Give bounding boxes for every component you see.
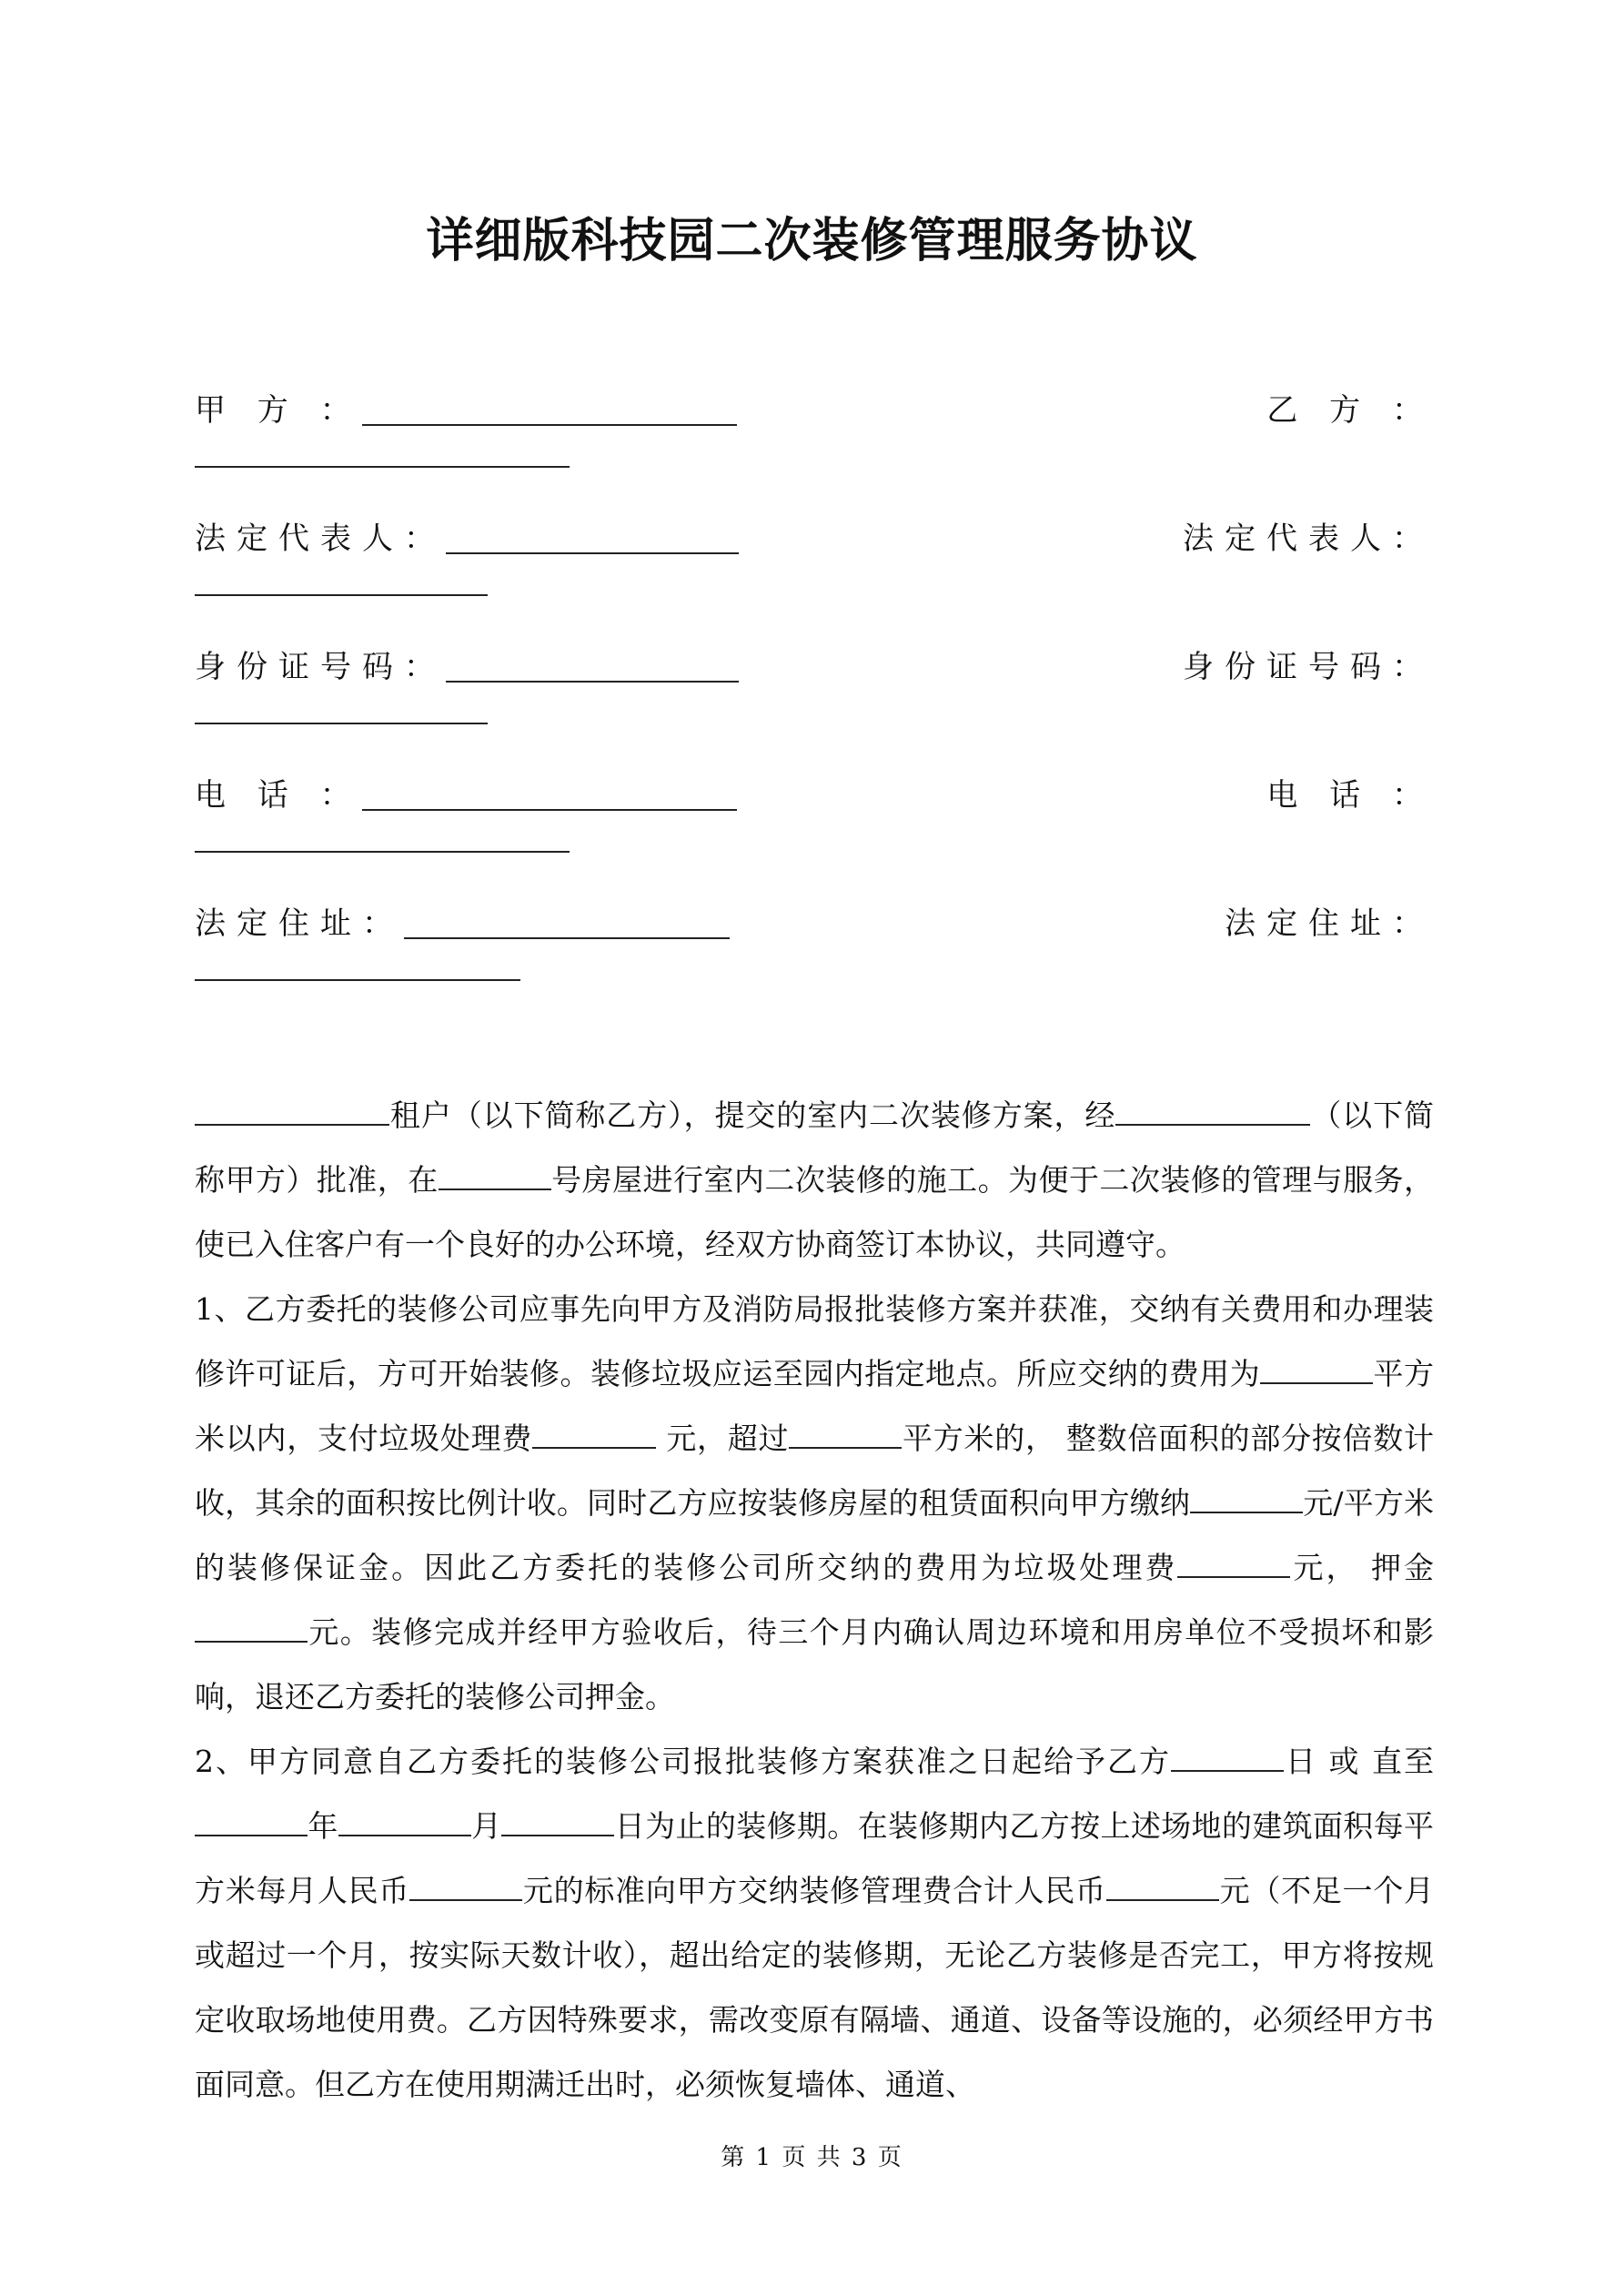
clause-1-text-3: 元，超过 <box>656 1421 790 1456</box>
clause-1-text-4: 平方米的， 整数倍面积的部分按倍数计收，其余的面积按比例计收。同时乙方应按装修房屋的租赁面积向甲方缴纳 <box>195 1421 1434 1521</box>
intro-text-1: 租户（以下简称乙方），提交的室内二次装修方案，经 <box>389 1097 1116 1133</box>
fee-total-blank[interactable] <box>1106 1872 1219 1901</box>
clause-1-text-5: 元/平方米的装修保证金。因此乙方委托的装修公司所交纳的费用为垃圾处理费 <box>195 1485 1435 1585</box>
clause-1-text-2: 平方米以内，支付垃圾处理费 <box>195 1356 1435 1456</box>
clause-1-text-7: 元。装修完成并经甲方验收后，待三个月内确认周边环境和用房单位不受损坏和影响，退还乙方委托的装修公司押金。 <box>195 1614 1434 1714</box>
party-row-address <box>195 886 1434 1015</box>
party-a-address-blank[interactable] <box>404 906 730 939</box>
party-a-id-blank[interactable] <box>446 650 739 683</box>
area-limit-blank[interactable] <box>1260 1355 1373 1384</box>
party-a-legal-rep-blank[interactable] <box>446 521 739 554</box>
year-blank[interactable] <box>195 1807 308 1836</box>
clause-2-text-4: 月 <box>470 1808 502 1844</box>
clause-2-text-1: 2、甲方同意自乙方委托的装修公司报批装修方案获准之日起给予乙方 <box>195 1744 1172 1779</box>
party-row-id-number <box>195 630 1434 758</box>
document-title: 详细版科技园二次装修管理服务协议 <box>426 214 1198 268</box>
party-b-address-label: 法定住址： <box>1225 905 1434 942</box>
party-a-address-label: 法定住址： <box>195 905 404 942</box>
clause-2-text-7: 元（不足一个月或超过一个月，按实际天数计收），超出给定的装修期，无论乙方装修是否完工，甲方将按规定收取场地使用费。乙方因特殊要求，需改变原有隔墙、通道、设备等设施的，必须经甲方书面同意。但乙方在使用期满迁出时，必须恢复墙体、通道、 <box>195 1873 1435 2102</box>
party-a-legal-rep-label: 法定代表人： <box>195 521 446 557</box>
paragraph-clause-2 <box>195 1729 1434 2117</box>
page-footer: 第 1 页 共 3 页 <box>721 2144 903 2171</box>
clause-1-text-6: 元， 押金 <box>1290 1550 1434 1585</box>
clause-2-text-5: 日为止的装修期。在装修期内乙方按上述场地的建筑面积每平方米每月人民币 <box>195 1808 1435 1908</box>
party-b-blank[interactable] <box>195 464 570 468</box>
room-number-blank[interactable] <box>439 1161 551 1190</box>
deposit-rate-blank[interactable] <box>1190 1484 1303 1513</box>
party-b-legal-rep-label: 法定代表人： <box>1183 521 1434 557</box>
party-a-id-label: 身份证号码： <box>195 649 446 685</box>
party-a-label: 甲 方 ： <box>195 392 362 429</box>
intro-text-3: 号房屋进行室内二次装修的施工。为便于二次装修的管理与服务，使已入住客户有一个良好的办公环境，经双方协商签订本协议，共同遵守。 <box>195 1162 1435 1262</box>
party-row-phone <box>195 758 1434 886</box>
party-b-id-label: 身份证号码： <box>1183 649 1434 685</box>
garbage-fee-blank[interactable] <box>532 1420 656 1449</box>
party-a-phone-label: 电 话 ： <box>195 777 362 814</box>
clause-2-text-2: 日 或 直至 <box>1284 1744 1434 1779</box>
party-a-phone-blank[interactable] <box>362 778 737 811</box>
paragraph-intro <box>195 1083 1434 1277</box>
month-blank[interactable] <box>338 1807 471 1836</box>
tenant-blank[interactable] <box>195 1097 389 1126</box>
intro-text-2: （以下简称甲方）批准，在 <box>195 1097 1435 1198</box>
party-b-legal-rep-blank[interactable] <box>195 592 488 596</box>
party-row-party <box>195 373 1434 501</box>
deposit-total-blank[interactable] <box>195 1613 308 1643</box>
day-blank[interactable] <box>501 1807 614 1836</box>
party-b-phone-blank[interactable] <box>195 849 570 853</box>
clause-2-text-6: 元的标准向甲方交纳装修管理费合计人民币 <box>522 1873 1106 1908</box>
approver-blank[interactable] <box>1115 1097 1310 1126</box>
party-row-legal-rep <box>195 501 1434 630</box>
party-b-phone-label: 电 话 ： <box>1266 777 1434 814</box>
party-a-blank[interactable] <box>362 393 737 426</box>
garbage-total-blank[interactable] <box>1177 1549 1290 1578</box>
excess-area-blank[interactable] <box>789 1420 902 1449</box>
party-info-section <box>195 373 1434 1015</box>
paragraph-clause-1 <box>195 1277 1434 1729</box>
party-b-id-blank[interactable] <box>195 721 488 724</box>
agreement-body <box>195 1083 1434 2117</box>
clause-2-text-3: 年 <box>308 1808 338 1844</box>
clause-1-text-1: 1、乙方委托的装修公司应事先向甲方及消防局报批装修方案并获准，交纳有关费用和办理装修许可证后，方可开始装修。装修垃圾应运至园内指定地点。所应交纳的费用为 <box>195 1291 1434 1391</box>
party-b-address-blank[interactable] <box>195 977 520 981</box>
days-blank[interactable] <box>1171 1743 1284 1772</box>
party-b-label: 乙 方 ： <box>1266 392 1434 429</box>
fee-rate-blank[interactable] <box>409 1872 522 1901</box>
